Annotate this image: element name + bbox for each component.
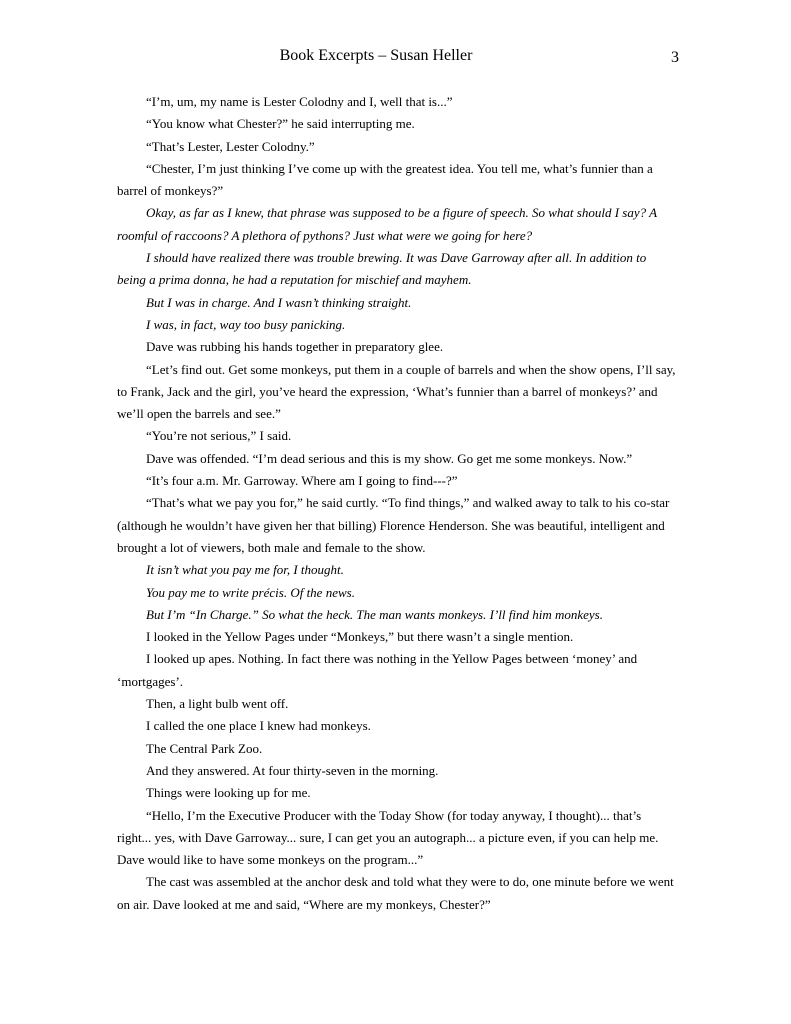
- paragraph-line: And they answered. At four thirty-seven in the morning.: [146, 762, 439, 778]
- paragraph: [117, 470, 673, 492]
- paragraph-line: Things were looking up for me.: [146, 785, 311, 801]
- paragraph: [117, 91, 673, 113]
- paragraph-line: But I was in charge. And I wasn’t thinking straight.: [146, 294, 412, 310]
- paragraph-line: “You’re not serious,” I said.: [146, 428, 292, 444]
- paragraph-line: (although he wouldn’t have given her that billing) Florence Henderson. She was beautiful, intelligent and: [117, 517, 665, 533]
- paragraph: [117, 113, 673, 135]
- paragraph-line: “I’m, um, my name is Lester Colodny and I, well that is...”: [146, 94, 453, 109]
- paragraph: [117, 626, 673, 648]
- paragraph-line: “That’s what we pay you for,” he said curtly. “To find things,” and walked away to talk to his co-star: [146, 495, 670, 511]
- paragraph-line: “You know what Chester?” he said interrupting me.: [146, 116, 415, 132]
- paragraph: [117, 582, 673, 604]
- paragraph: [117, 136, 673, 158]
- paragraph: [117, 359, 676, 426]
- paragraph-line: I looked up apes. Nothing. In fact there was nothing in the Yellow Pages between ‘money’ and: [146, 651, 638, 667]
- paragraph: [117, 871, 673, 916]
- paragraph: [117, 202, 673, 247]
- paragraph-line: I called the one place I knew had monkeys.: [146, 718, 371, 734]
- paragraph-line: Then, a light bulb went off.: [146, 696, 289, 712]
- paragraph-line: “Let’s find out. Get some monkeys, put them in a couple of barrels and when the show opens, I’ll say,: [146, 361, 676, 377]
- paragraph-line: we’ll open the barrels and see.”: [117, 406, 281, 422]
- paragraph: [117, 448, 673, 470]
- paragraph-line: Dave would like to have some monkeys on the program...”: [117, 852, 424, 868]
- page-header: [0, 46, 791, 68]
- paragraph-line: to Frank, Jack and the girl, you’ve heard the expression, ‘What’s funnier than a barrel of monkeys?’ and: [117, 383, 658, 399]
- paragraph-line: barrel of monkeys?”: [117, 183, 224, 199]
- paragraph-line: roomful of raccoons? A plethora of pythons? Just what were we going for here?: [117, 227, 533, 243]
- paragraph: [117, 158, 673, 203]
- paragraph-line: I looked in the Yellow Pages under “Monkeys,” but there wasn’t a single mention.: [146, 629, 574, 645]
- paragraph: [117, 604, 673, 626]
- paragraph: [117, 693, 673, 715]
- paragraph: [117, 559, 673, 581]
- page-number: 3: [671, 49, 679, 66]
- paragraph-line: Dave was rubbing his hands together in preparatory glee.: [146, 339, 444, 355]
- paragraph: [117, 738, 673, 760]
- paragraph-line: “Chester, I’m just thinking I’ve come up with the greatest idea. You tell me, what’s funnier than a: [146, 160, 653, 176]
- paragraph-line: You pay me to write précis. Of the news.: [146, 584, 355, 600]
- paragraph-line: It isn’t what you pay me for, I thought.: [146, 562, 344, 578]
- paragraph: [117, 336, 673, 358]
- paragraph: [117, 760, 673, 782]
- paragraph-line: The cast was assembled at the anchor desk and told what they were to do, one minute before we went: [146, 874, 674, 890]
- paragraph-line: “That’s Lester, Lester Colodny.”: [146, 138, 315, 154]
- paragraph-line: brought a lot of viewers, both male and female to the show.: [117, 539, 426, 555]
- paragraph-line: being a prima donna, he had a reputation for mischief and mayhem.: [117, 272, 472, 288]
- paragraph: [117, 314, 673, 336]
- paragraph-line: Okay, as far as I knew, that phrase was supposed to be a figure of speech. So what should I say? A: [146, 205, 658, 221]
- paragraph-line: right... yes, with Dave Garroway... sure, I can get you an autograph... a picture even, if you can help me.: [117, 829, 659, 845]
- paragraph-line: ‘mortgages’.: [117, 673, 184, 689]
- paragraph-line: Dave was offended. “I’m dead serious and this is my show. Go get me some monkeys. Now.”: [146, 450, 633, 466]
- paragraph: [117, 247, 673, 292]
- paragraph-line: “Hello, I’m the Executive Producer with the Today Show (for today anyway, I thought)... that’s: [146, 807, 642, 823]
- paragraph: [117, 292, 673, 314]
- paragraph-line: But I’m “In Charge.” So what the heck. The man wants monkeys. I’ll find him monkeys.: [146, 606, 603, 622]
- paragraph-line: I was, in fact, way too busy panicking.: [146, 316, 346, 332]
- paragraph: [117, 425, 673, 447]
- paragraph-line: I should have realized there was trouble brewing. It was Dave Garroway after all. In addition to: [146, 250, 647, 266]
- paragraph: [117, 492, 673, 559]
- paragraph: [117, 782, 673, 804]
- paragraph: [117, 648, 673, 693]
- header-title: Book Excerpts – Susan Heller: [279, 47, 473, 64]
- paragraph: [117, 805, 673, 872]
- paragraph-line: on air. Dave looked at me and said, “Where are my monkeys, Chester?”: [117, 896, 491, 912]
- body-text: [117, 91, 676, 916]
- paragraph-line: “It’s four a.m. Mr. Garroway. Where am I going to find---?”: [146, 473, 458, 489]
- paragraph-line: The Central Park Zoo.: [146, 740, 263, 756]
- paragraph: [117, 715, 673, 737]
